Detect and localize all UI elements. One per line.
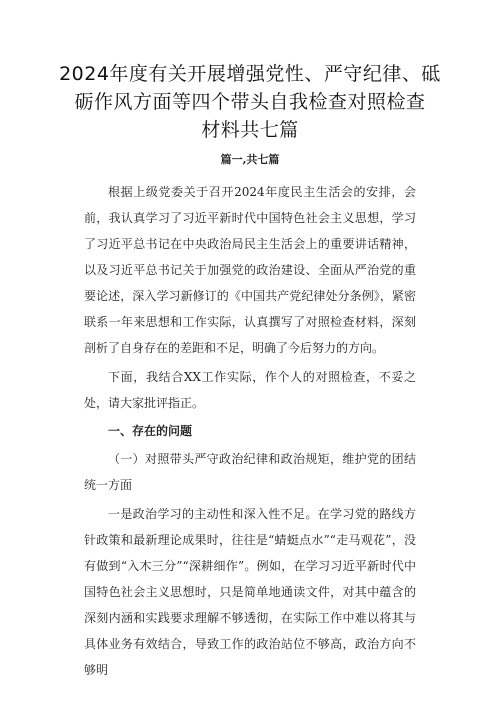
paragraph-statement: 下面，我结合XX工作实际，作个人的对照检查，不妥之处，请大家批评指正。 [84,370,416,410]
title-line-2: 砺作风方面等四个带头自我检查对照检查 [74,91,426,113]
title-line-3: 材料共七篇 [201,119,299,141]
document-body [84,179,416,683]
document-subtitle: 篇一,共七篇 [220,153,280,166]
paragraph-intro: 根据上级党委关于召开2024年度民主生活会的安排，会前，我认真学习了习近平新时代中国特色社会主义思想，学习了习近平总书记在中央政治局民主生活会上的重要讲话精神，以及习近平总书记关于加强党的政治建设、全面从严治党的重要论述，深入学习新修订的《中国共产党纪律处分条例》，紧密联系一年来思想和工作实际，认真撰写了对照检查材料，深刻剖析了自身存在的差距和不足，明确了今后努力的方向。 [84,185,416,355]
document-title [58,60,442,144]
title-line-1: 2024年度有关开展增强党性、严守纪律、砥 [59,63,441,85]
subsection-heading-1: （一）对照带头严守政治纪律和政治规矩，维护党的团结统一方面 [84,452,416,492]
section-heading-problems: 一、存在的问题 [108,424,193,438]
paragraph-issue-1: 一是政治学习的主动性和深入性不足。在学习党的路线方针政策和最新理论成果时，往往是“蜻蜓点水”“走马观花”，没有做到“入木三分”“深耕细作”。例如，在学习习近平新时代中国特色社会主义思想时，只是简单地通读文件，对其中蕴含的深刻内涵和实践要求理解不够透彻，在实际工作中难以将其与具体业务有效结合，导致工作的政治站位不够高，政治方向不够明 [84,507,416,677]
